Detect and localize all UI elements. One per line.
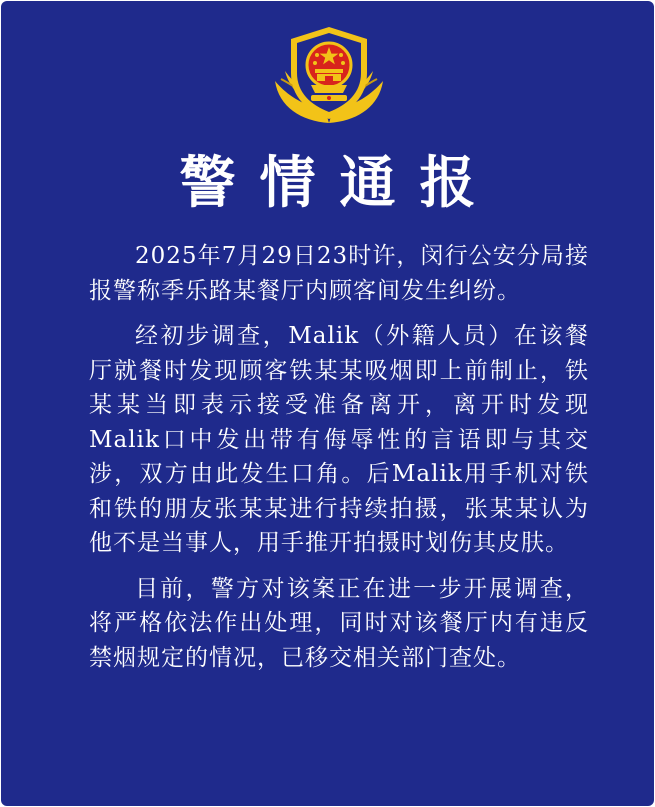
police-emblem-icon xyxy=(271,23,387,131)
notice-paragraph: 目前，警方对该案正在进一步开展调查，将严格依法作出处理，同时对该餐厅内有违反禁烟规定的情况，已移交相关部门查处。 xyxy=(89,575,589,671)
police-notice-card xyxy=(1,1,654,806)
notice-title: 警情通报 xyxy=(179,150,500,216)
notice-body xyxy=(89,239,589,686)
notice-paragraph: 2025年7月29日23时许，闵行公安分局接报警称季乐路某餐厅内顾客间发生纠纷。 xyxy=(89,243,589,304)
notice-paragraph: 经初步调查，Malik（外籍人员）在该餐厅就餐时发现顾客铁某某吸烟即上前制止，铁某某当即表示接受准备离开，离开时发现Malik口中发出带有侮辱性的言语即与其交涉，双方由此发生口角。后Malik用手机对铁和铁的朋友张某某进行持续拍摄，张某某认为他不是当事人，用手推开拍摄时划伤其皮肤。 xyxy=(89,323,589,556)
